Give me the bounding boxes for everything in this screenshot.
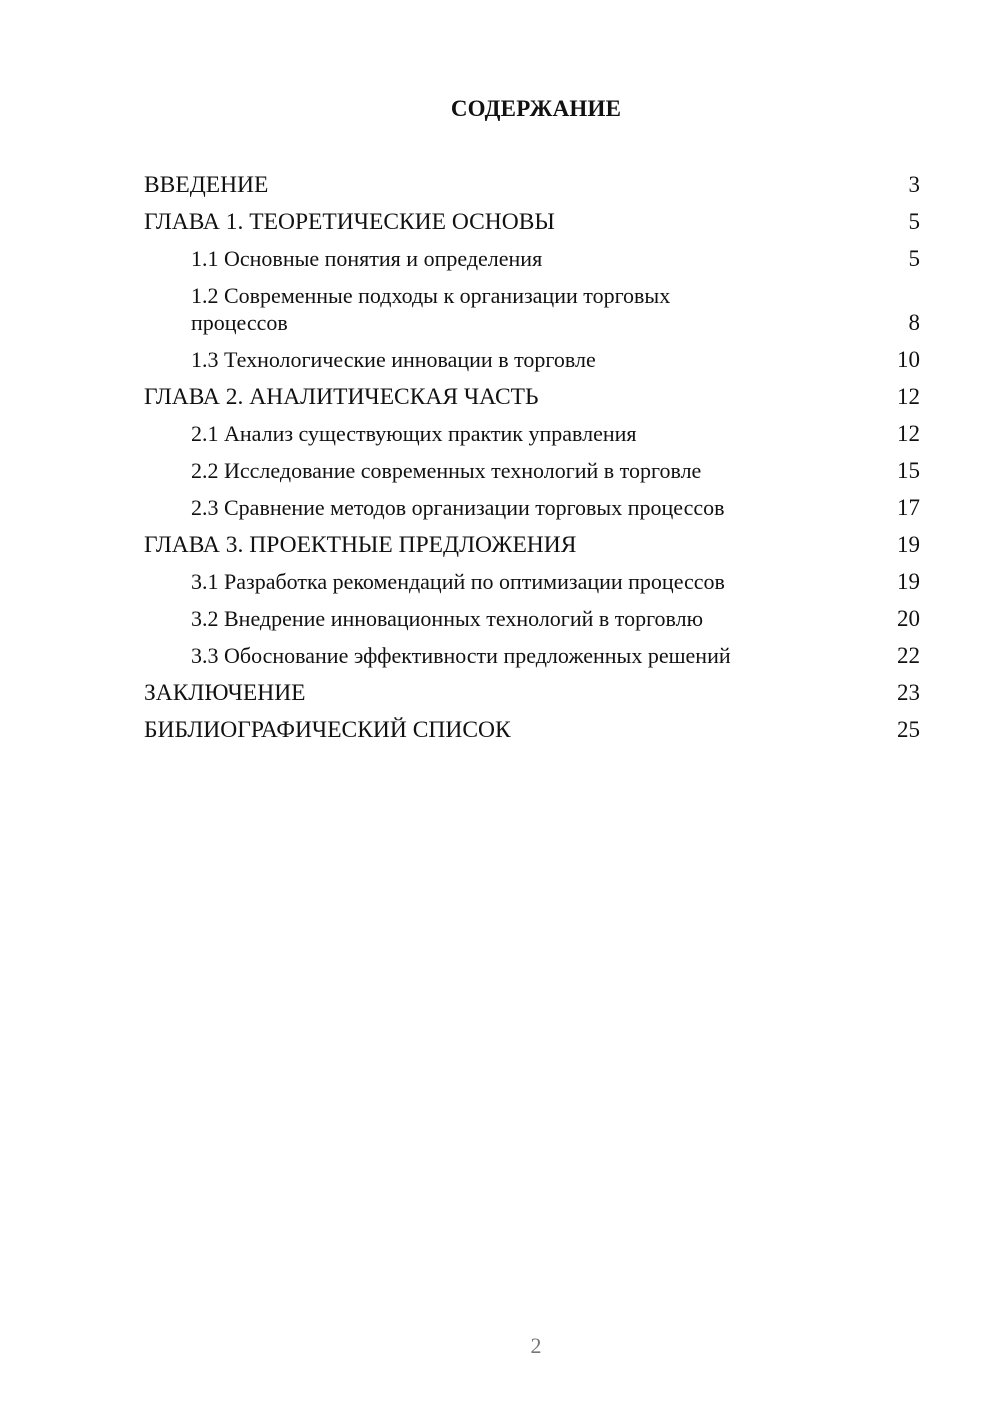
toc-entry-label: 3.1 Разработка рекомендаций по оптимизации процессов xyxy=(191,569,725,594)
toc-entry-label: 1.3 Технологические инновации в торговле xyxy=(191,347,596,372)
toc-entry-chapter-1 xyxy=(144,204,920,241)
toc-entry-label: 1.1 Основные понятия и определения xyxy=(191,246,543,271)
toc-entry-conclusion xyxy=(144,675,920,712)
toc-entry-label: 3.2 Внедрение инновационных технологий в торговлю xyxy=(191,606,704,631)
toc-entry-section-2-3 xyxy=(144,490,920,527)
toc-entry-page: 17 xyxy=(897,495,920,520)
toc-entry-page: 8 xyxy=(908,310,920,335)
page-number: 2 xyxy=(530,1333,542,1358)
toc-entry-section-1-2 xyxy=(144,278,920,342)
toc-entry-page: 3 xyxy=(908,172,920,197)
toc-entry-introduction xyxy=(144,167,920,204)
table-of-contents xyxy=(144,167,920,749)
toc-entry-page: 12 xyxy=(897,421,920,446)
toc-entry-label: ГЛАВА 2. АНАЛИТИЧЕСКАЯ ЧАСТЬ xyxy=(144,384,539,410)
page-title: СОДЕРЖАНИЕ xyxy=(450,96,622,121)
toc-entry-label: 2.1 Анализ существующих практик управления xyxy=(191,421,637,446)
toc-entry-label: 2.2 Исследование современных технологий в торговле xyxy=(191,458,702,483)
toc-entry-bibliography xyxy=(144,712,920,749)
toc-entry-page: 25 xyxy=(897,717,920,742)
toc-entry-section-3-3 xyxy=(144,638,920,675)
toc-entry-label: ЗАКЛЮЧЕНИЕ xyxy=(144,680,306,706)
toc-entry-page: 20 xyxy=(897,606,920,631)
toc-entry-label: ГЛАВА 1. ТЕОРЕТИЧЕСКИЕ ОСНОВЫ xyxy=(144,209,555,235)
toc-entry-chapter-2 xyxy=(144,379,920,416)
toc-entry-page: 19 xyxy=(897,532,920,557)
toc-entry-label: 1.2 Современные подходы к организации торговых процессов xyxy=(191,283,671,335)
toc-entry-page: 23 xyxy=(897,680,920,705)
toc-entry-page: 10 xyxy=(897,347,920,372)
toc-entry-page: 22 xyxy=(897,643,920,668)
toc-entry-page: 15 xyxy=(897,458,920,483)
toc-entry-page: 12 xyxy=(897,384,920,409)
toc-entry-section-1-1 xyxy=(144,241,920,278)
toc-entry-label: БИБЛИОГРАФИЧЕСКИЙ СПИСОК xyxy=(144,717,511,743)
toc-entry-section-3-1 xyxy=(144,564,920,601)
toc-entry-section-2-2 xyxy=(144,453,920,490)
toc-entry-section-1-3 xyxy=(144,342,920,379)
toc-entry-page: 5 xyxy=(908,209,920,234)
toc-entry-section-2-1 xyxy=(144,416,920,453)
toc-entry-page: 19 xyxy=(897,569,920,594)
toc-entry-label: 2.3 Сравнение методов организации торговых процессов xyxy=(191,495,725,520)
toc-entry-chapter-3 xyxy=(144,527,920,564)
toc-entry-label: 3.3 Обоснование эффективности предложенных решений xyxy=(191,643,731,668)
toc-entry-section-3-2 xyxy=(144,601,920,638)
toc-entry-label: ГЛАВА 3. ПРОЕКТНЫЕ ПРЕДЛОЖЕНИЯ xyxy=(144,532,577,558)
toc-entry-label: ВВЕДЕНИЕ xyxy=(144,172,269,198)
toc-entry-page: 5 xyxy=(908,246,920,271)
